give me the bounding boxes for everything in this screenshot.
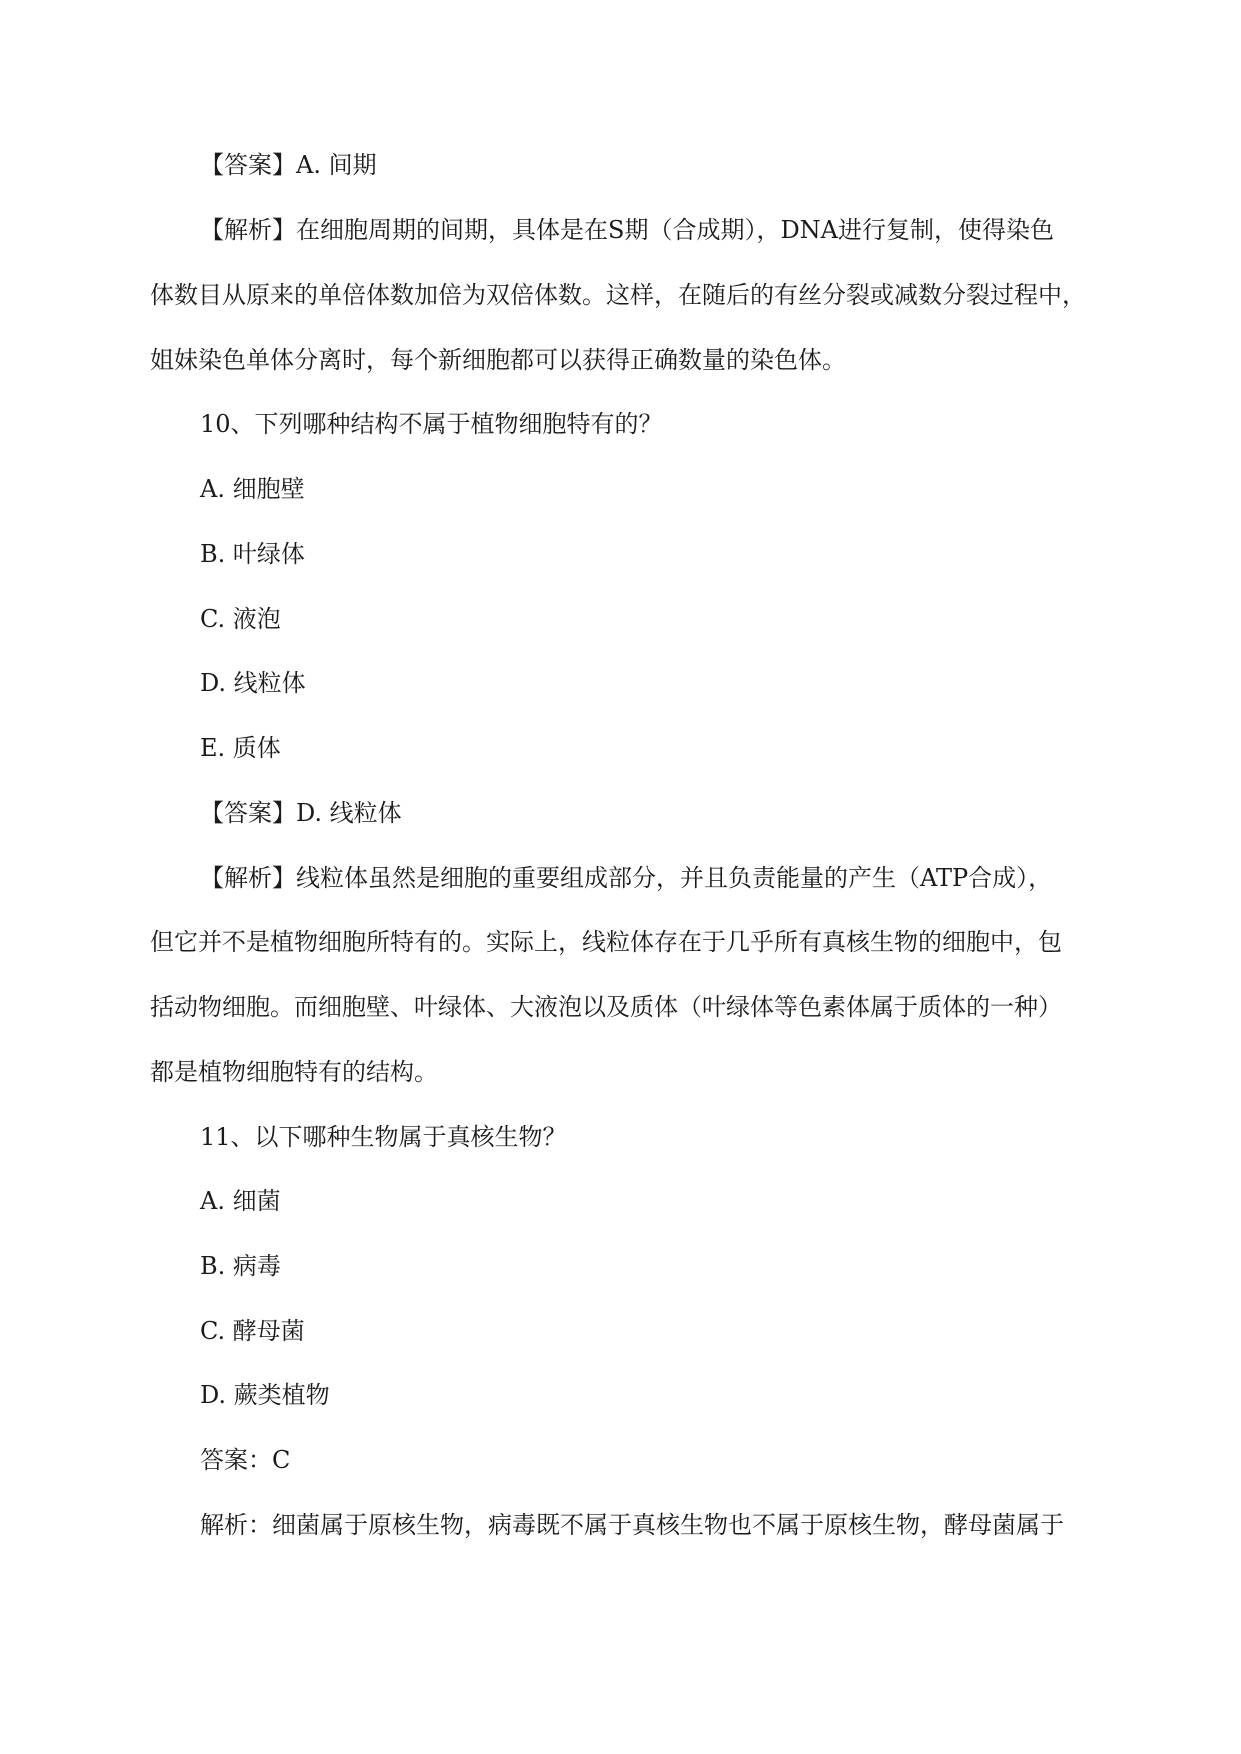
q10-option-c: C. 液泡 xyxy=(200,605,281,633)
q10-option-d: D. 线粒体 xyxy=(200,669,306,697)
q9-analysis-line-1: 【解析】在细胞周期的间期，具体是在S期（合成期），DNA进行复制，使得染色 xyxy=(200,216,1055,244)
q11-option-b: B. 病毒 xyxy=(200,1252,281,1280)
q9-answer: 【答案】A. 间期 xyxy=(200,151,377,179)
q9-analysis-line-3: 姐妹染色单体分离时，每个新细胞都可以获得正确数量的染色体。 xyxy=(150,346,846,374)
q11-option-c: C. 酵母菌 xyxy=(200,1317,305,1345)
q10-answer: 【答案】D. 线粒体 xyxy=(200,799,402,827)
q10-analysis-line-4: 都是植物细胞特有的结构。 xyxy=(150,1058,438,1086)
q11-answer: 答案：C xyxy=(200,1446,291,1474)
q10-option-e: E. 质体 xyxy=(200,734,281,762)
q10-analysis-line-1: 【解析】线粒体虽然是细胞的重要组成部分，并且负责能量的产生（ATP合成）， xyxy=(200,864,1053,892)
q9-analysis-line-2: 体数目从原来的单倍体数加倍为双倍体数。这样，在随后的有丝分裂或减数分裂过程中， xyxy=(150,281,1086,309)
q11-analysis-line-1: 解析：细菌属于原核生物，病毒既不属于真核生物也不属于原核生物，酵母菌属于 xyxy=(200,1511,1064,1539)
q10-option-a: A. 细胞壁 xyxy=(200,475,305,503)
q10-analysis-line-2: 但它并不是植物细胞所特有的。实际上，线粒体存在于几乎所有真核生物的细胞中，包 xyxy=(150,928,1062,956)
q11-option-d: D. 蕨类植物 xyxy=(200,1381,330,1409)
q11-option-a: A. 细菌 xyxy=(200,1187,281,1215)
q10-question: 10、下列哪种结构不属于植物细胞特有的？ xyxy=(200,410,663,438)
q10-option-b: B. 叶绿体 xyxy=(200,540,305,568)
q11-question: 11、以下哪种生物属于真核生物？ xyxy=(200,1123,567,1151)
q10-analysis-line-3: 括动物细胞。而细胞壁、叶绿体、大液泡以及质体（叶绿体等色素体属于质体的一种） xyxy=(150,993,1062,1021)
